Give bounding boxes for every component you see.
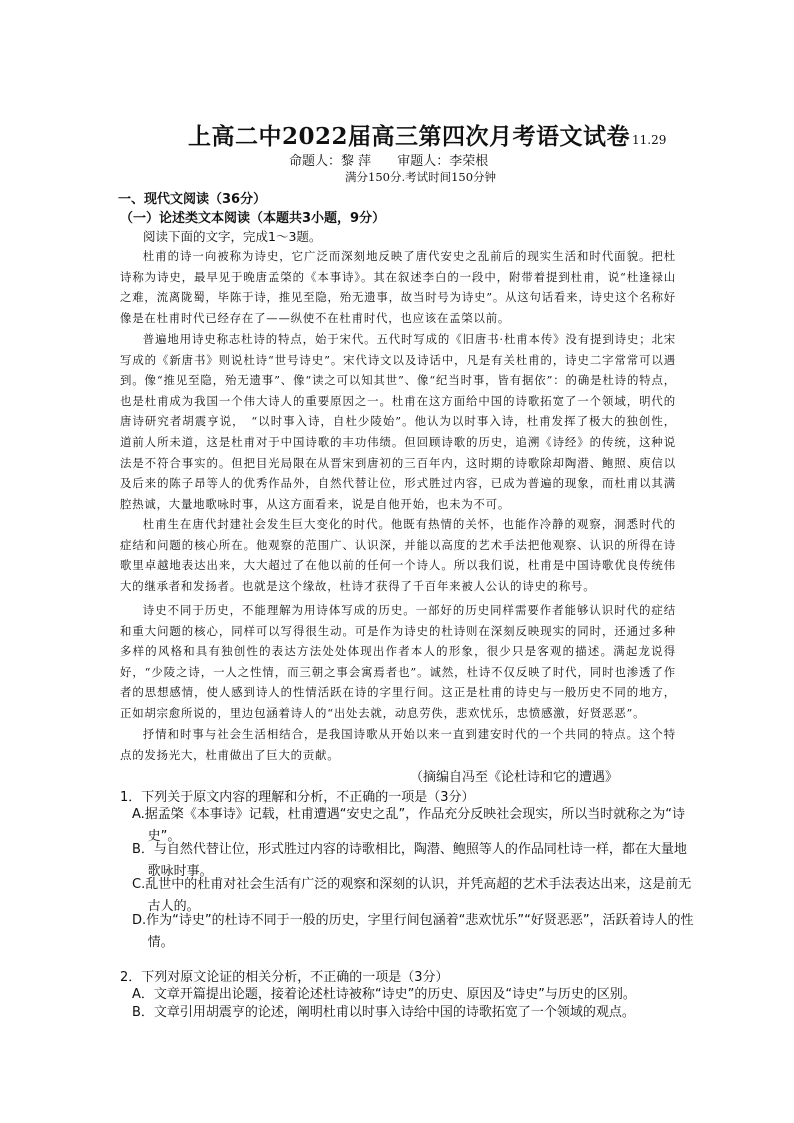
exam-title-text: 上高二中2022届高三第四次月考语文试卷 (188, 123, 631, 150)
passage-paragraph-5: 抒情和时事与社会生活相结合，是我国诗歌从开始以来一直到建安时代的一个共同的特点。这个特点的发扬光大，杜甫做出了巨大的贡献。 (120, 727, 676, 762)
exam-meta: 满分150分.考试时间150分钟 (345, 170, 497, 184)
passage-paragraph-2: 普遍地用诗史称志杜诗的特点，始于宋代。五代时写成的《旧唐书·杜甫本传》没有提到诗史；北宋写成的《新唐书》则说杜诗“世号诗史”。宋代诗文以及诗话中，凡是有关杜甫的，诗史二字常常可以遇到。像“推见至隐，殆无遗事”、像“读之可以知其世”、像“纪当时事，皆有据依”：的确是杜诗的特点，也是杜甫成为我国一个伟大诗人的重要原因之一。杜甫在这方面给中国的诗歌拓宽了一个领域，明代的唐诗研究者胡震亨说， “以时事入诗，自杜少陵始”。他认为以时事入诗，杜甫发挥了极大的独创性，道前人所未道，这是杜甫对于中国诗歌的丰功伟绩。但回顾诗歌的历史，追溯《诗经》的传统，这种说法是不符合事实的。但把目光局限在从晋宋到唐初的三百年内，这时期的诗歌除却陶潜、鲍照、庾信以及后来的陈子昂等人的优秀作品外，自然代替让位，形式胜过内容，已成为普遍的现象，而杜甫以其满腔热诚，大量地歌咏时事，从这方面看来，说是自他开始，也未为不可。 (120, 332, 676, 511)
reviewer-label: 审题人：李荣根 (397, 154, 489, 169)
exam-title (188, 118, 748, 151)
question-2-option-b: B．文章引用胡震亨的论述，阐明杜甫以时事入诗给中国的诗歌拓宽了一个领域的观点。 (132, 1005, 635, 1020)
exam-authors (289, 150, 510, 169)
passage-citation: （摘编自冯至《论杜诗和它的遭遇》 (410, 770, 619, 785)
reading-instruction: 阅读下面的文字，完成1～3题。 (143, 229, 322, 244)
subsection-heading: （一）论述类文本阅读（本题共3小题，9分） (120, 211, 386, 226)
question-2-option-a: A．文章开篇提出论题，接着论述杜诗被称“诗史”的历史、原因及“诗史”与历史的区别。 (132, 987, 636, 1002)
section-heading: 一、现代文阅读（36分） (118, 192, 267, 207)
setter-label: 命题人：黎 萍 (289, 154, 372, 169)
exam-date: 11.29 (632, 133, 667, 147)
question-1-option-d: D.作为“诗史”的杜诗不同于一般的历史，字里行间包涵着“悲欢忧乐”“好贤恶恶”，活跃着诗人的性情。 (132, 913, 694, 950)
question-1-stem: 1．下列关于原文内容的理解和分析，不正确的一项是（3分） (120, 790, 475, 805)
question-2-stem: 2．下列对原文论证的相关分析，不正确的一项是（3分） (120, 970, 449, 985)
passage-paragraph-1: 杜甫的诗一向被称为诗史，它广泛而深刻地反映了唐代安史之乱前后的现实生活和时代面貌。把杜诗称为诗史，最早见于晚唐孟棨的《本事诗》。其在叙述李白的一段中，附带着提到杜甫，说“杜逢禄山之难，流离陇蜀，毕陈于诗，推见至隐，殆无遗事，故当时号为诗史”。从这句话看来，诗史这个名称好像是在杜甫时代已经存在了——纵使不在杜甫时代，也应该在孟棨以前。 (120, 249, 676, 325)
passage-paragraph-4: 诗史不同于历史，不能理解为用诗体写成的历史。一部好的历史同样需要作者能够认识时代的症结和重大问题的核心，同样可以写得很生动。可是作为诗史的杜诗则在深刻反映现实的同时，还通过多种多样的风格和具有独创性的表达方法处处体现出作者本人的形象，很少只是客观的描述。满起龙说得好，“少陵之诗，一人之性情，而三朝之事会寓焉者也”。诚然，杜诗不仅反映了时代，同时也渗透了作者的思想感情，使人感到诗人的性情活跃在诗的字里行间。这正是杜甫的诗史与一般历史不同的地方，正如胡宗愈所说的，里边包涵着诗人的“出处去就，动息劳佚，悲欢忧乐，忠愤感激，好贤恶恶”。 (120, 603, 676, 720)
question-1-option-a: A.据孟棨《本事诗》记载，杜甫遭遇“安史之乱”，作品充分反映社会现实，所以当时就称之为“诗史”。 (132, 807, 686, 844)
passage-paragraph-3: 杜甫生在唐代封建社会发生巨大变化的时代。他既有热情的关怀，也能作冷静的观察，洞悉时代的症结和问题的核心所在。他观察的范围广、认识深，并能以高度的艺术手法把他观察、认识的所得在诗歌里卓越地表达出来，大大超过了在他以前的任何一个诗人。所以我们说，杜甫是中国诗歌优良传统伟大的继承者和发扬者。也就是这个缘故，杜诗才获得了千百年来被人公认的诗史的称号。 (120, 517, 676, 593)
question-1-option-c: C.乱世中的杜甫对社会生活有广泛的观察和深刻的认识，并凭高超的艺术手法表达出来，这是前无古人的。 (132, 877, 692, 914)
question-1-option-b: B．与自然代替让位，形式胜过内容的诗歌相比，陶潜、鲍照等人的作品同杜诗一样，都在大量地歌咏时事。 (132, 842, 687, 879)
